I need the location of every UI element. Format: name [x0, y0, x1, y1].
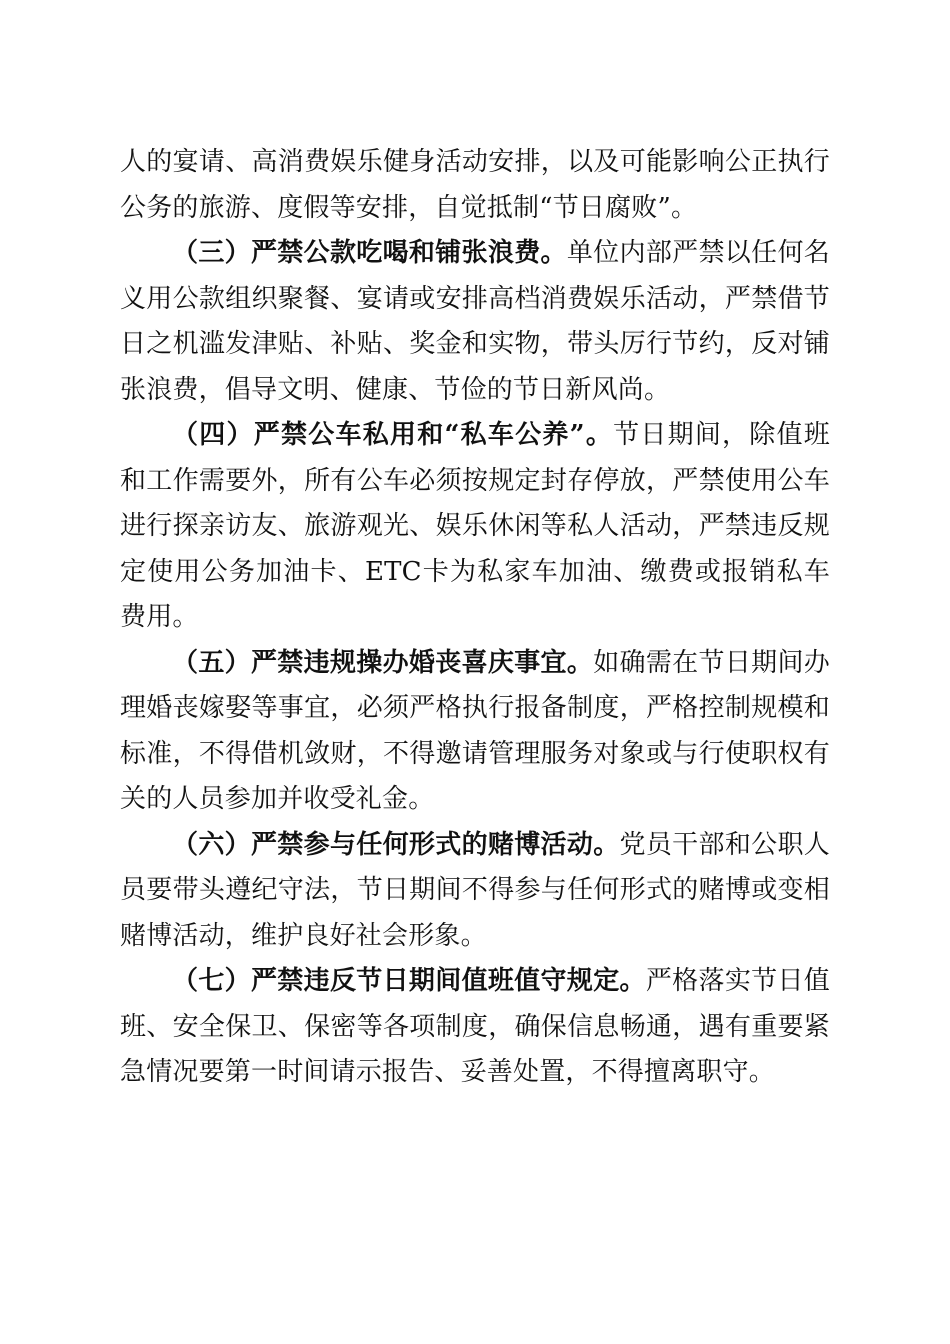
paragraph-body: 党员干部和公职人员要带头遵纪守法，节日期间不得参与任何形式的赌博或变相赌博活动，维护良好社会形象。: [120, 829, 830, 951]
paragraph-item-4: [120, 413, 830, 641]
paragraph-item-6: [120, 823, 830, 960]
paragraph-heading: （五）严禁违规操办婚丧喜庆事宜。: [172, 647, 594, 678]
paragraph-heading: （六）严禁参与任何形式的赌博活动。: [172, 829, 620, 860]
paragraph-heading: （七）严禁违反节日期间值班值守规定。: [172, 966, 646, 996]
paragraph-body: 人的宴请、高消费娱乐健身活动安排，以及可能影响公正执行公务的旅游、度假等安排，自觉抵制“节日腐败”。: [120, 147, 830, 223]
paragraph-heading: （四）严禁公车私用和“私车公养”。: [172, 420, 614, 450]
paragraph-continued: [120, 140, 830, 231]
paragraph-body: 节日期间，除值班和工作需要外，所有公车必须按规定封存停放，严禁使用公车进行探亲访友、旅游观光、娱乐休闲等私人活动，严禁违反规定使用公务加油卡、ETC卡为私家车加油、缴费或报销私车费用。: [120, 420, 830, 632]
paragraph-heading: （三）严禁公款吃喝和铺张浪费。: [172, 238, 567, 268]
paragraph-body: 严格落实节日值班、安全保卫、保密等各项制度，确保信息畅通，遇有重要紧急情况要第一时间请示报告、妥善处置，不得擅离职守。: [120, 966, 830, 1087]
paragraph-item-3: [120, 231, 830, 413]
paragraph-item-5: [120, 641, 830, 823]
paragraph-item-7: [120, 959, 830, 1096]
paragraph-body: 单位内部严禁以任何名义用公款组织聚餐、宴请或安排高档消费娱乐活动，严禁借节日之机滥发津贴、补贴、奖金和实物，带头厉行节约，反对铺张浪费，倡导文明、健康、节俭的节日新风尚。: [120, 238, 830, 405]
paragraph-body: 如确需在节日期间办理婚丧嫁娶等事宜，必须严格执行报备制度，严格控制规模和标准，不得借机敛财，不得邀请管理服务对象或与行使职权有关的人员参加并收受礼金。: [120, 647, 830, 814]
document-page: [120, 140, 830, 1096]
